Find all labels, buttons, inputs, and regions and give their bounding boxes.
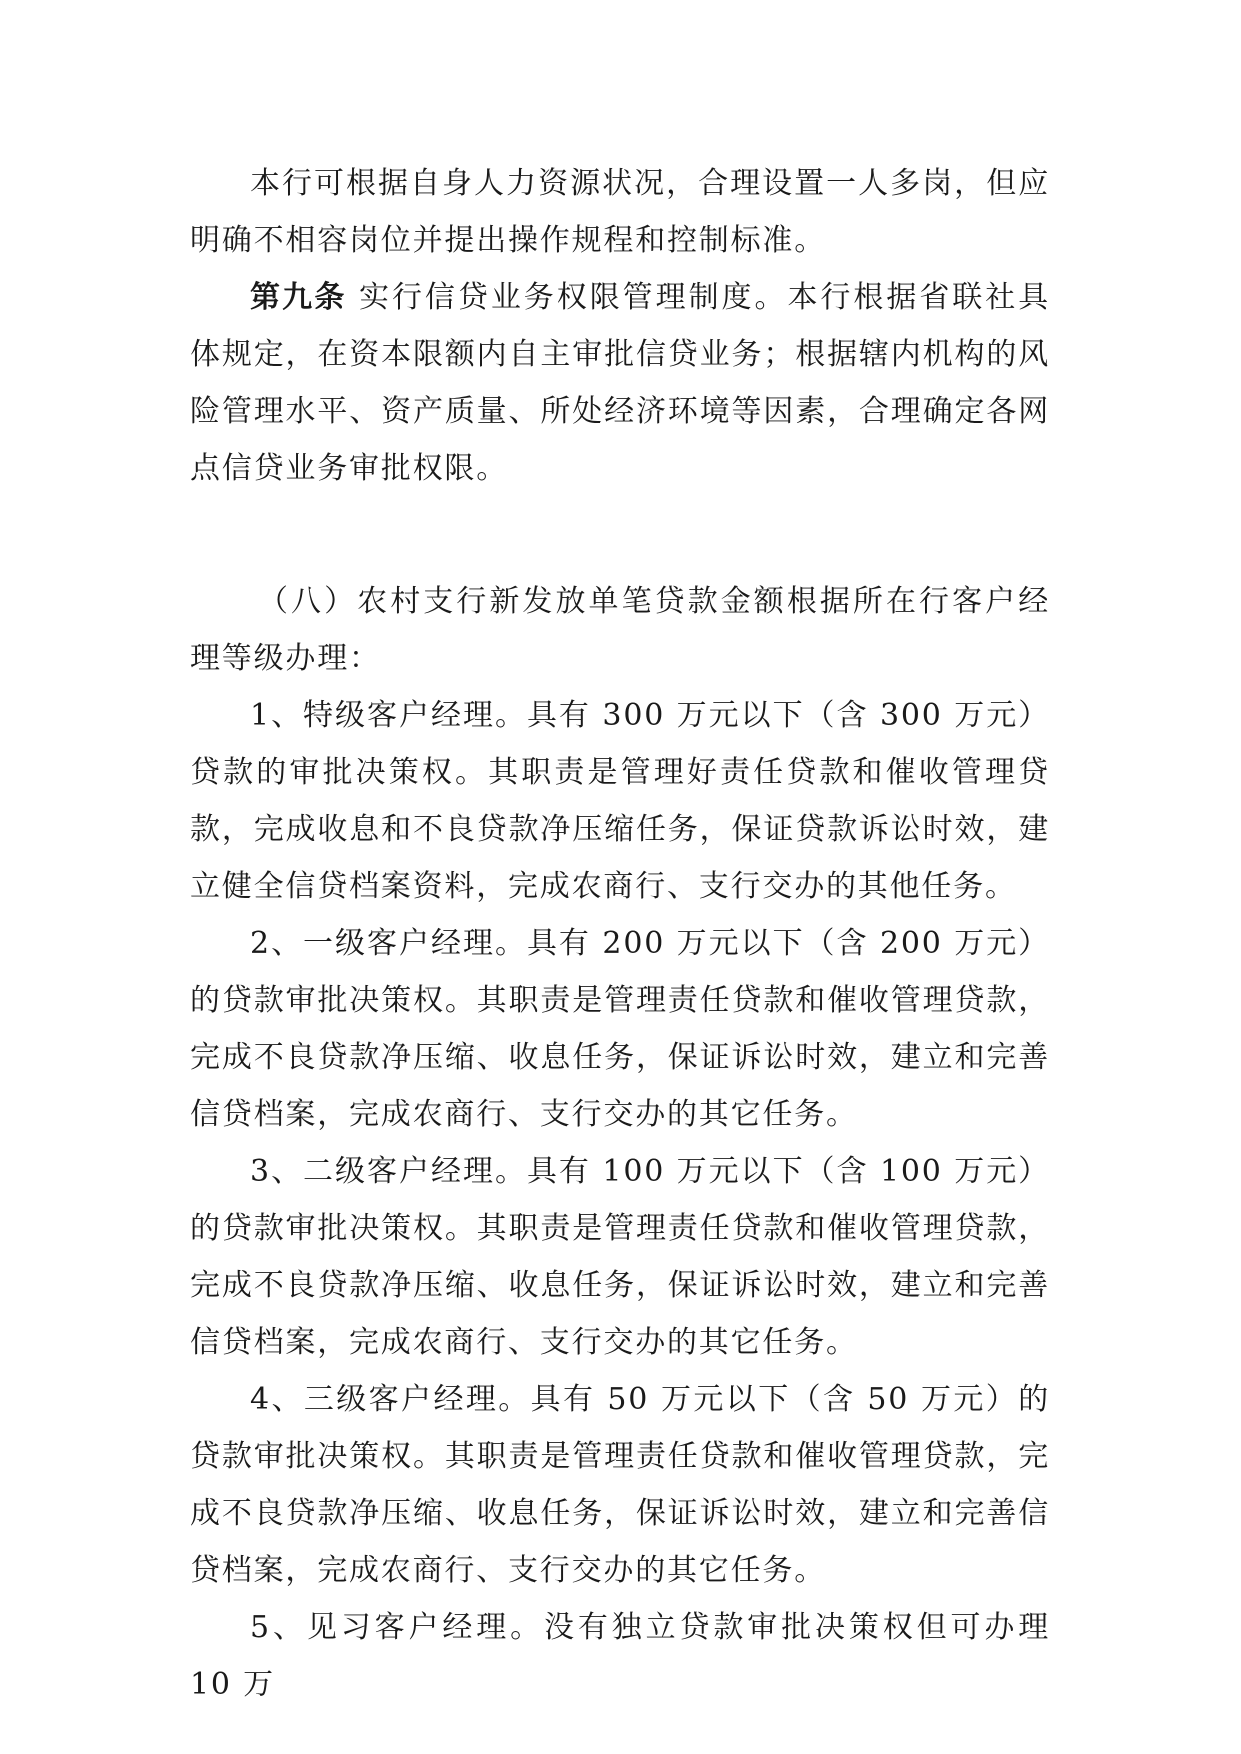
paragraph-post-setting: 本行可根据自身人力资源状况，合理设置一人多岗，但应明确不相容岗位并提出操作规程和控制标准。 — [190, 166, 1050, 258]
article-9-text: 实行信贷业务权限管理制度。本行根据省联社具体规定，在资本限额内自主审批信贷业务；根据辖内机构的风险管理水平、资产质量、所处经济环境等因素，合理确定各网点信贷业务审批权限。 — [190, 280, 1050, 486]
document-body — [190, 155, 1050, 1713]
list-item-level3-manager: 4、三级客户经理。具有 50 万元以下（含 50 万元）的贷款审批决策权。其职责是管理责任贷款和催收管理贷款，完成不良贷款净压缩、收息任务，保证诉讼时效，建立和完善信贷档案，完成农商行、支行交办的其它任务。 — [190, 1382, 1050, 1588]
section-spacer — [190, 497, 1050, 573]
list-item-level2-manager: 3、二级客户经理。具有 100 万元以下（含 100 万元）的贷款审批决策权。其职责是管理责任贷款和催收管理贷款，完成不良贷款净压缩、收息任务，保证诉讼时效，建立和完善信贷档案，完成农商行、支行交办的其它任务。 — [190, 1154, 1050, 1360]
list-item-special-manager: 1、特级客户经理。具有 300 万元以下（含 300 万元）贷款的审批决策权。其职责是管理好责任贷款和催收管理贷款，完成收息和不良贷款净压缩任务，保证贷款诉讼时效，建立健全信贷档案资料，完成农商行、支行交办的其他任务。 — [190, 698, 1050, 904]
list-item-trainee-manager: 5、见习客户经理。没有独立贷款审批决策权但可办理 10 万 — [190, 1610, 1050, 1702]
article-9-paragraph — [190, 269, 1050, 497]
section-8-heading: （八）农村支行新发放单笔贷款金额根据所在行客户经理等级办理： — [190, 584, 1050, 676]
list-item-level1-manager: 2、一级客户经理。具有 200 万元以下（含 200 万元）的贷款审批决策权。其职责是管理责任贷款和催收管理贷款，完成不良贷款净压缩、收息任务，保证诉讼时效，建立和完善信贷档案，完成农商行、支行交办的其它任务。 — [190, 926, 1050, 1132]
article-number-label: 第九条 — [250, 280, 347, 315]
